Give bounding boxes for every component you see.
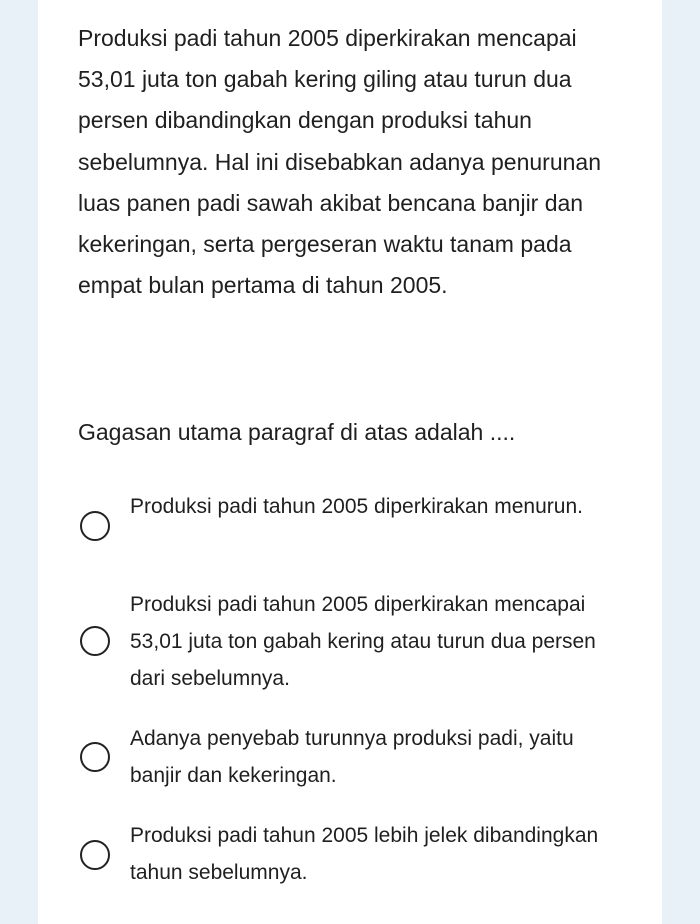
radio-button-icon[interactable]: [80, 742, 110, 772]
answer-option-4[interactable]: [78, 817, 638, 892]
answer-option-label: Produksi padi tahun 2005 diperkirakan menurun.: [130, 495, 583, 518]
question-card: [38, 0, 662, 924]
answer-option-1[interactable]: [78, 488, 638, 563]
answer-option-3[interactable]: [78, 720, 638, 795]
answer-option-label: Adanya penyebab turunnya produksi padi, yaitu banjir dan kekeringan.: [130, 727, 574, 787]
radio-button-icon[interactable]: [80, 840, 110, 870]
radio-button-icon[interactable]: [80, 511, 110, 541]
question-prompt: Gagasan utama paragraf di atas adalah ....: [78, 419, 516, 445]
answer-option-label: Produksi padi tahun 2005 diperkirakan mencapai 53,01 juta ton gabah kering atau turun dua persen dari sebelumnya.: [130, 593, 596, 690]
answer-option-2[interactable]: [78, 586, 638, 698]
passage-text: Produksi padi tahun 2005 diperkirakan mencapai 53,01 juta ton gabah kering giling atau turun dua persen dibandingkan dengan produksi tahun sebelumnya. Hal ini disebabkan adanya penurunan luas panen padi sawah akibat bencana banjir dan kekeringan, serta pergeseran waktu tanam pada empat bulan pertama di tahun 2005.: [78, 25, 601, 299]
answer-option-label: Produksi padi tahun 2005 lebih jelek dibandingkan tahun sebelumnya.: [130, 824, 599, 884]
radio-button-icon[interactable]: [80, 626, 110, 656]
